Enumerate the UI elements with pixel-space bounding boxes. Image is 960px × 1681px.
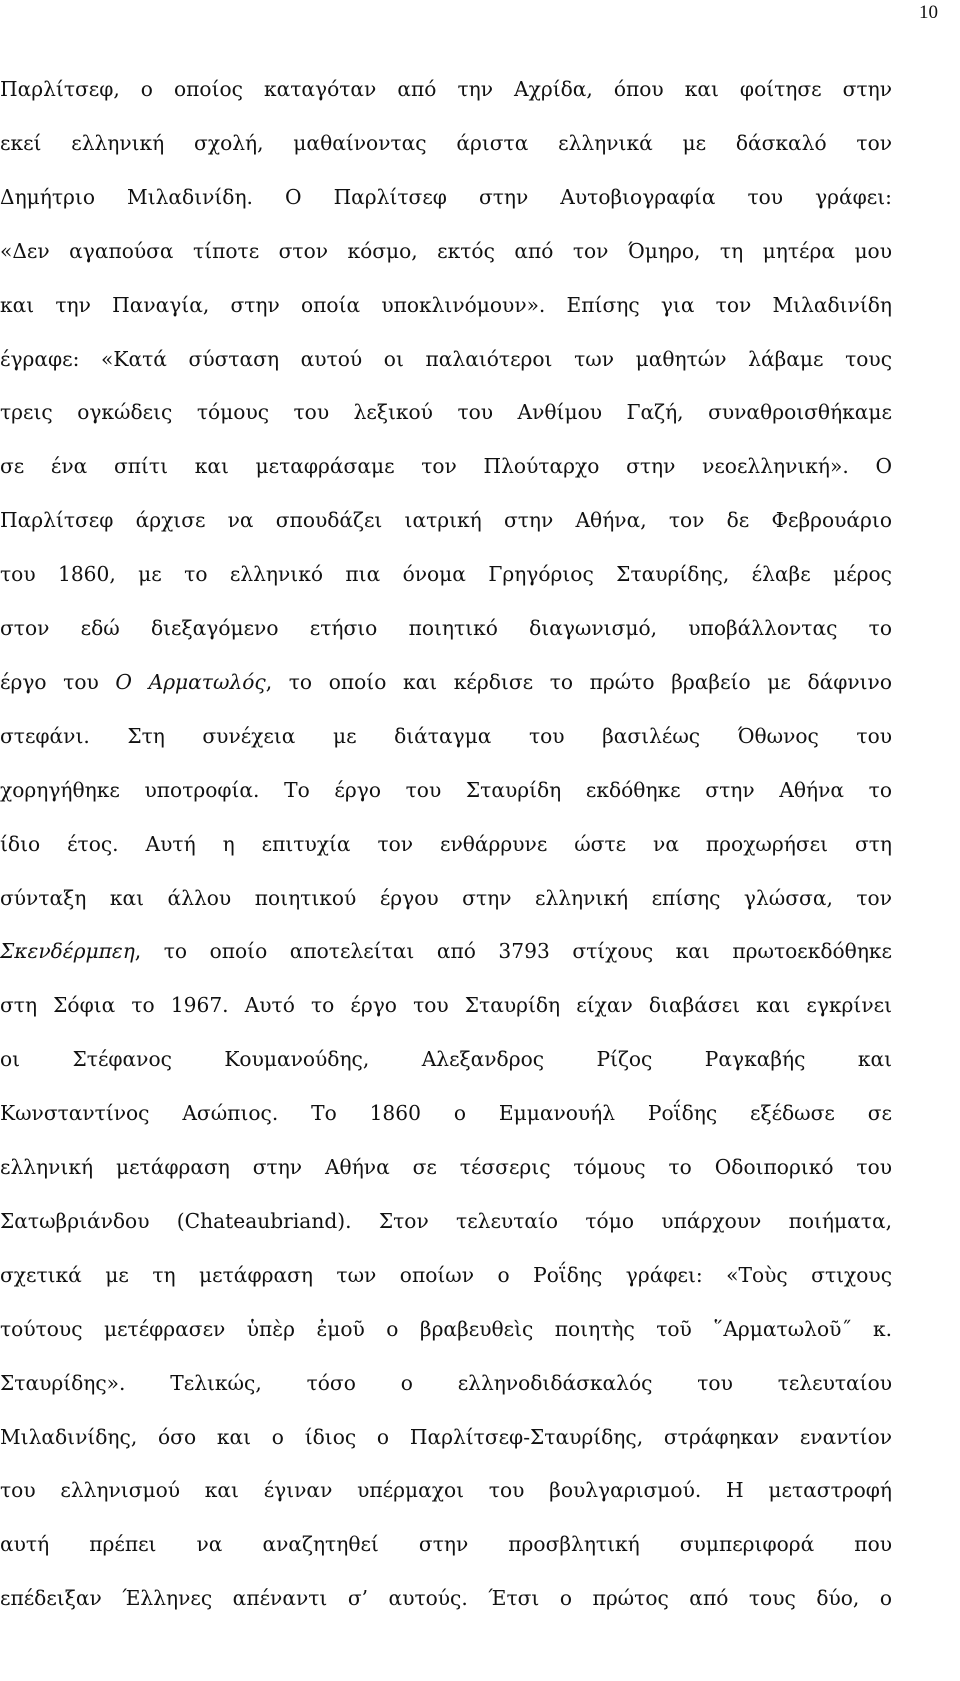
text-segment: , το οποίο και κέρδισε το πρώτο βραβείο με δάφνινο (265, 669, 892, 694)
text-line: αυτή πρέπει να αναζητηθεί στην προσβλητική συμπεριφορά που (0, 1532, 892, 1557)
text-line: του ελληνισμού και έγιναν υπέρμαχοι του βουλγαρισμού. Η μεταστροφή (0, 1478, 892, 1503)
text-line: Παρλίτσεφ, ο οποίος καταγόταν από την Αχρίδα, όπου και φοίτησε στην (0, 77, 892, 101)
text-line (0, 667, 892, 697)
text-line: και την Παναγία, στην οποία υποκλινόμουν». Επίσης για τον Μιλαδινίδη (0, 292, 892, 317)
text-line: επέδειξαν Έλληνες απέναντι σ’ αυτούς. Έτσι ο πρώτος από τους δύο, ο (0, 1586, 892, 1611)
italic-title: Σκενδέρμπεη (0, 939, 135, 964)
text-line: ίδιο έτος. Αυτή η επιτυχία τον ενθάρρυνε ώστε να προχωρήσει στη (0, 831, 892, 856)
italic-title: Ο Αρματωλός (115, 669, 266, 694)
text-line: έγραφε: «Κατά σύσταση αυτού οι παλαιότεροι των μαθητών λάβαμε τους (0, 346, 892, 371)
text-line: εκεί ελληνική σχολή, μαθαίνοντας άριστα ελληνικά με δάσκαλό τον (0, 130, 892, 155)
text-line (0, 936, 892, 966)
text-line: τούτους μετέφρασεν ὑπὲρ ἐμοῦ ο βραβευθεὶς ποιητὴς τοῦ ῞Αρματωλοῦ˝ κ. (0, 1316, 892, 1341)
text-line: στον εδώ διεξαγόμενο ετήσιο ποιητικό διαγωνισμό, υποβάλλοντας το (0, 616, 892, 640)
text-line: του 1860, με το ελληνικό πια όνομα Γρηγόριος Σταυρίδης, έλαβε μέρος (0, 562, 892, 587)
text-line: στεφάνι. Στη συνέχεια με διάταγμα του βασιλέως Όθωνος του (0, 723, 892, 748)
text-line: Σατωβριάνδου (Chateaubriand). Στον τελευταίο τόμο υπάρχουν ποιήματα, (0, 1208, 892, 1233)
text-line: σύνταξη και άλλου ποιητικού έργου στην ελληνική επίσης γλώσσα, τον (0, 885, 892, 910)
text-line: ελληνική μετάφραση στην Αθήνα σε τέσσερις τόμους το Οδοιπορικό του (0, 1155, 892, 1179)
text-line: σχετικά με τη μετάφραση των οποίων ο Ροΐδης γράφει: «Τοὺς στιχους (0, 1262, 892, 1287)
text-line: Σταυρίδης». Τελικώς, τόσο ο ελληνοδιδάσκαλός του τελευταίου (0, 1370, 892, 1395)
text-line: «Δεν αγαπούσα τίποτε στον κόσμο, εκτός από τον Όμηρο, τη μητέρα μου (0, 238, 892, 263)
text-segment: , το οποίο αποτελείται από 3793 στίχους και πρωτοεκδόθηκε (134, 939, 892, 964)
text-line: Δημήτριο Μιλαδινίδη. Ο Παρλίτσεφ στην Αυτοβιογραφία του γράφει: (0, 184, 892, 209)
text-segment: έργο του (0, 669, 116, 694)
text-line: Παρλίτσεφ άρχισε να σπουδάζει ιατρική στην Αθήνα, τον δε Φεβρουάριο (0, 508, 892, 533)
text-line: τρεις ογκώδεις τόμους του λεξικού του Ανθίμου Γαζή, συναθροισθήκαμε (0, 400, 892, 425)
text-line: Μιλαδινίδης, όσο και ο ίδιος ο Παρλίτσεφ-Σταυρίδης, στράφηκαν εναντίον (0, 1424, 892, 1449)
text-line: χορηγήθηκε υποτροφία. Το έργο του Σταυρίδη εκδόθηκε στην Αθήνα το (0, 777, 892, 802)
text-line: σε ένα σπίτι και μεταφράσαμε τον Πλούταρχο στην νεοελληνική». Ο (0, 454, 892, 479)
text-line: οι Στέφανος Κουμανούδης, Αλεξανδρος Ρίζος Ραγκαβής και (0, 1047, 892, 1072)
text-line: στη Σόφια το 1967. Αυτό το έργο του Σταυρίδη είχαν διαβάσει και εγκρίνει (0, 993, 892, 1018)
text-line: Κωνσταντίνος Ασώπιος. Το 1860 ο Εμμανουήλ Ροΐδης εξέδωσε σε (0, 1101, 892, 1126)
page-number: 10 (919, 2, 938, 23)
